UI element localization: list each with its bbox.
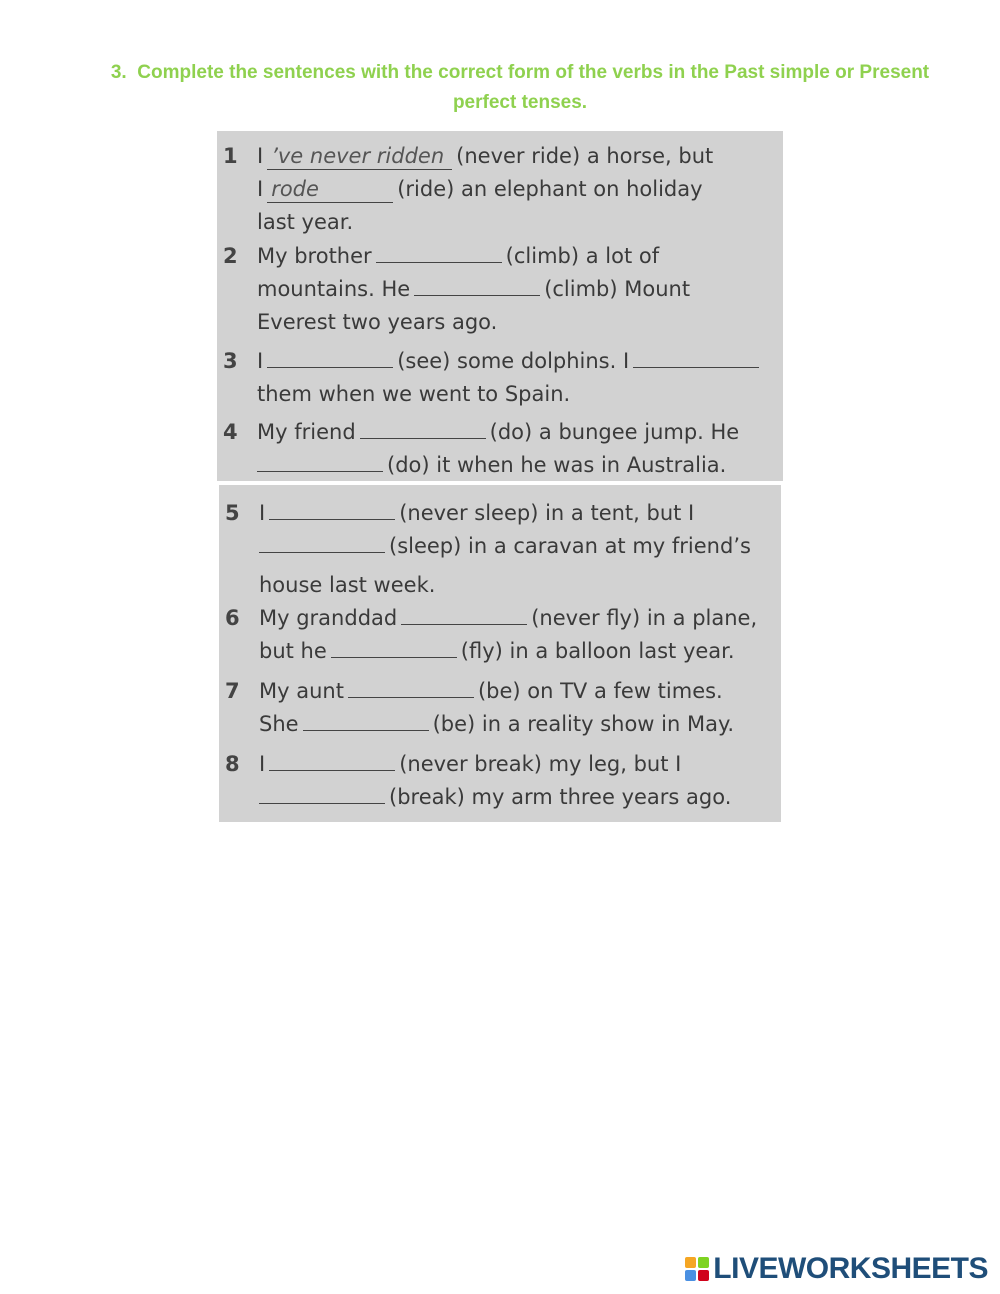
item-number: 3 <box>223 349 238 373</box>
answer-blank[interactable] <box>259 782 385 804</box>
answer-example: rode <box>267 176 393 203</box>
exercise-panel-top: 1 I ’ve never ridden (never ride) a horse, but I rode (ride) an elephant on holiday last year. 2 My brother (climb) a lot of mountains. He (climb) Mount Everest two years ago. 3 I (see) some dolphins. I them when we went to Spain. 4 My friend (do) a bungee jump. He (do) it when he was in Australia. <box>217 131 783 481</box>
item-number: 6 <box>225 606 240 630</box>
answer-blank[interactable] <box>360 417 486 439</box>
instruction <box>110 58 930 118</box>
logo-text: LIVEWORKSHEETS <box>713 1252 988 1285</box>
answer-blank[interactable] <box>348 676 474 698</box>
item-number: 4 <box>223 420 238 444</box>
item-number: 7 <box>225 679 240 703</box>
answer-blank[interactable] <box>259 531 385 553</box>
answer-blank[interactable] <box>269 498 395 520</box>
liveworksheets-logo <box>685 1252 988 1286</box>
item-number: 2 <box>223 244 238 268</box>
instruction-number: 3. <box>110 62 127 83</box>
answer-blank[interactable] <box>331 636 457 658</box>
answer-blank[interactable] <box>269 749 395 771</box>
answer-blank[interactable] <box>633 346 759 368</box>
answer-blank[interactable] <box>414 274 540 296</box>
instruction-text: Complete the sentences with the correct form of the verbs in the Past simple or Present perfect tenses. <box>137 62 930 113</box>
exercise-panel-bottom: 5 I (never sleep) in a tent, but I (sleep) in a caravan at my friend’s house last week. 6 My granddad (never fly) in a plane, but he (fly) in a balloon last year. 7 My aunt (be) on TV a few times. She (be) in a reality show in May. 8 I (never break) my leg, but I (break) my arm three years ago. <box>219 485 781 822</box>
item-number: 8 <box>225 752 240 776</box>
answer-example: ’ve never ridden <box>267 143 452 170</box>
logo-mark-icon <box>685 1257 709 1281</box>
answer-blank[interactable] <box>257 450 383 472</box>
item-number: 1 <box>223 144 238 168</box>
answer-blank[interactable] <box>267 346 393 368</box>
answer-blank[interactable] <box>376 241 502 263</box>
answer-blank[interactable] <box>303 709 429 731</box>
answer-blank[interactable] <box>401 603 527 625</box>
item-number: 5 <box>225 501 240 525</box>
